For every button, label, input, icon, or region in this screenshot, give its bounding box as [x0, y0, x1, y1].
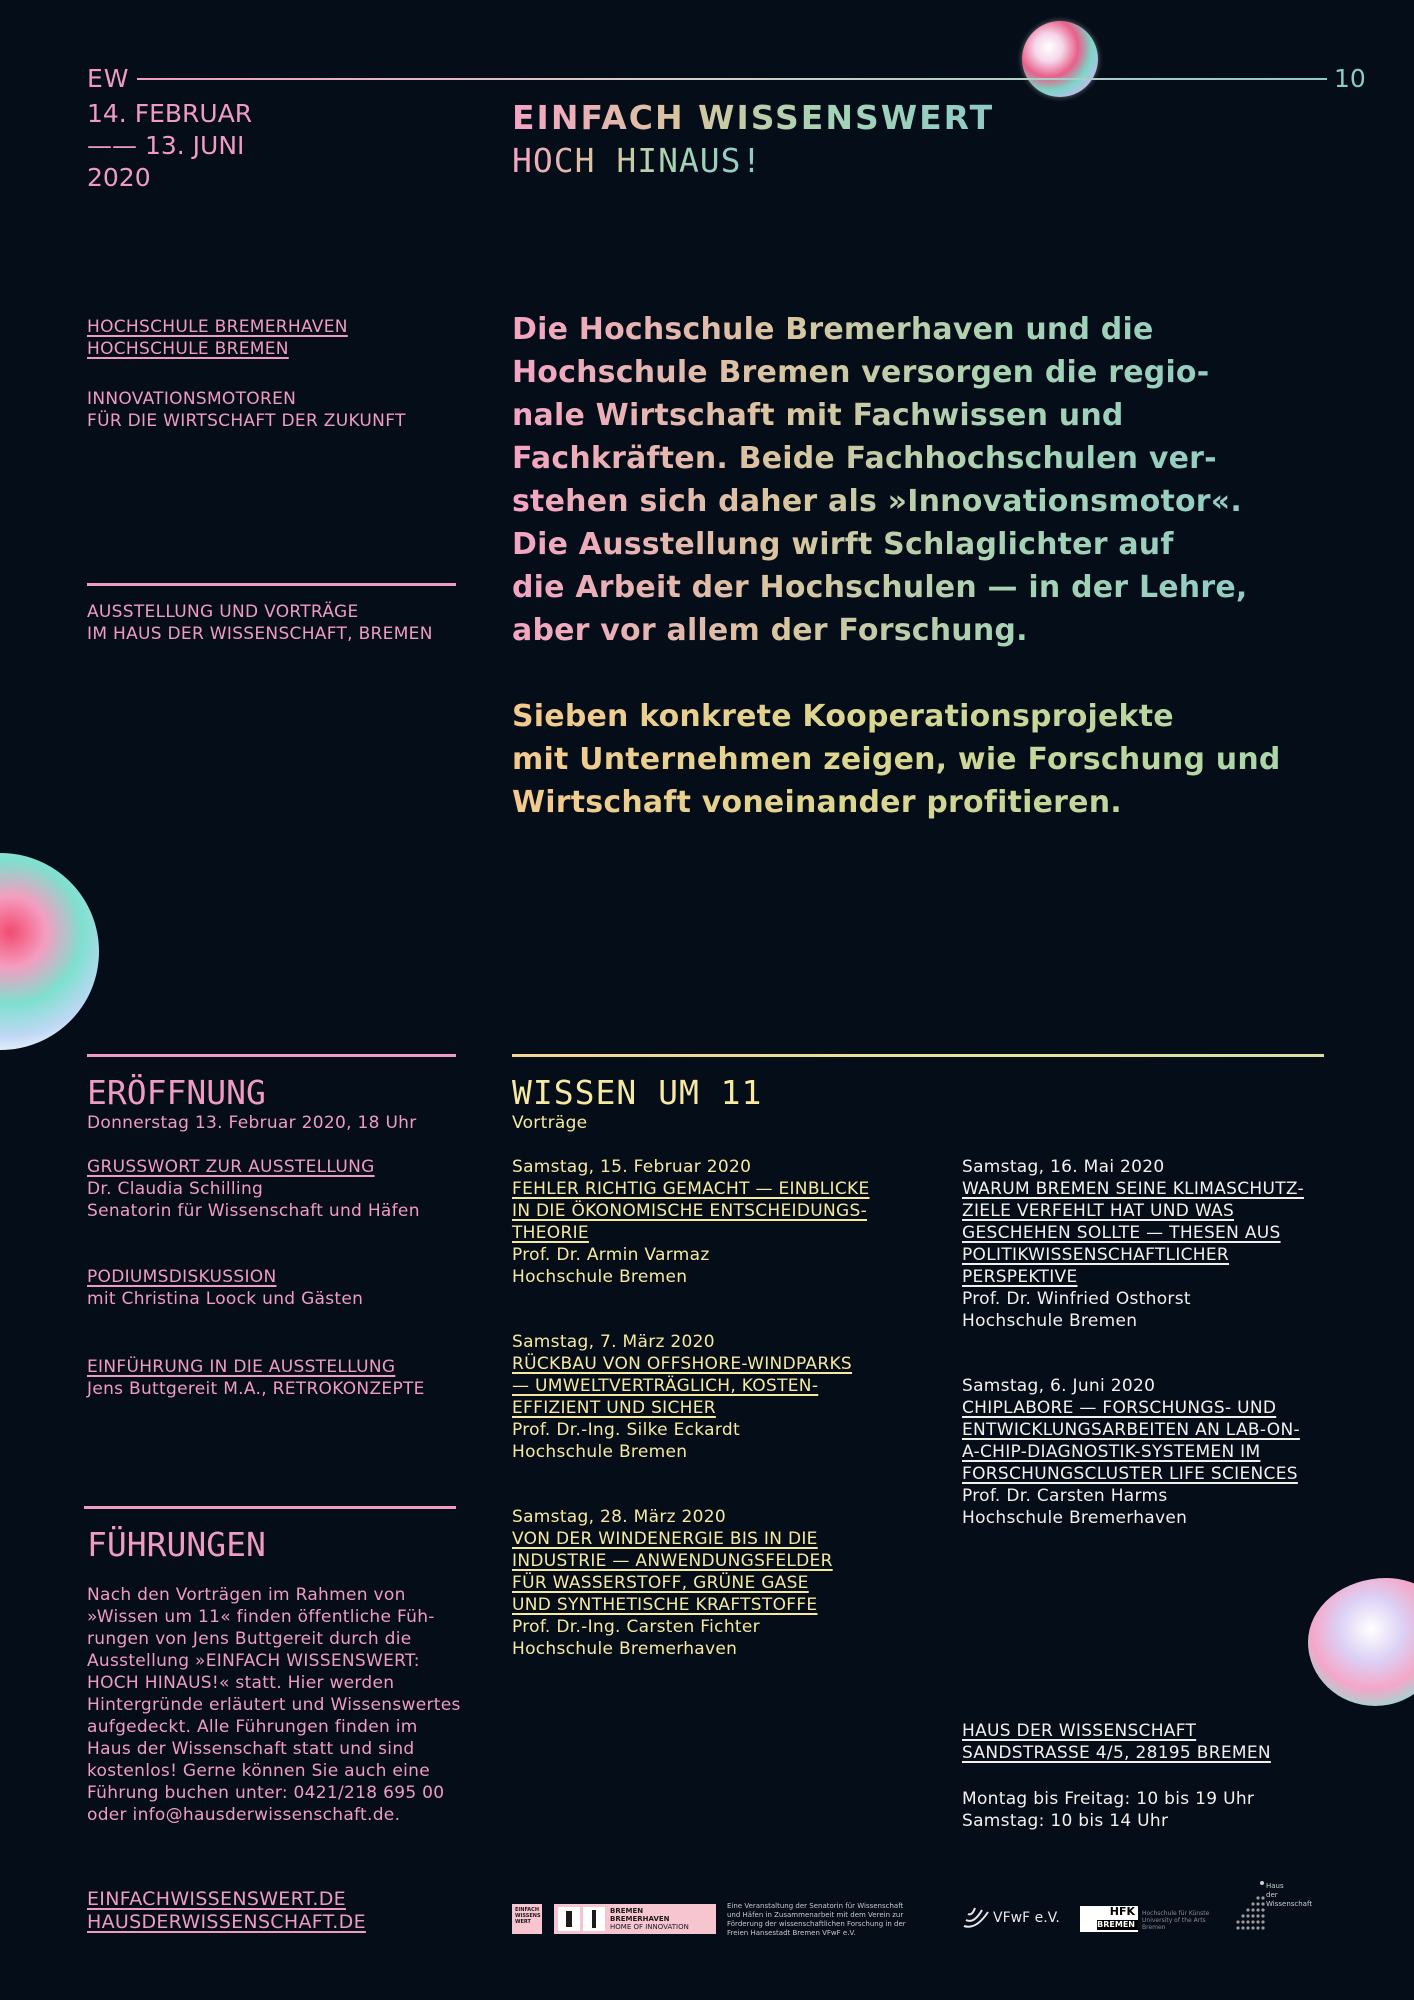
bremen-key-icon [558, 1907, 580, 1931]
exhibit-line1: AUSSTELLUNG UND VORTRÄGE [87, 602, 359, 622]
lecture-item [512, 1156, 870, 1288]
tours-line: oder info@hausderwissenschaft.de. [87, 1805, 401, 1825]
opening-item-line: Senatorin für Wissenschaft und Häfen [87, 1201, 420, 1221]
lecture-title: FORSCHUNGSCLUSTER LIFE SCIENCES [962, 1464, 1298, 1484]
link-hausderwissenschaft[interactable]: HAUSDERWISSENSCHAFT.DE [87, 1911, 366, 1933]
lectures-rule [512, 1054, 1324, 1057]
tours-line: Ausstellung »EINFACH WISSENSWERT: [87, 1651, 420, 1671]
lecture-school: Hochschule Bremen [962, 1311, 1138, 1331]
left-rule-1 [87, 583, 456, 586]
exhibit-line2: IM HAUS DER WISSENSCHAFT, BREMEN [87, 624, 433, 644]
school-bremen: HOCHSCHULE BREMEN [87, 339, 289, 359]
opening-rule [87, 1054, 456, 1057]
lecture-title: RÜCKBAU VON OFFSHORE-WINDPARKS [512, 1354, 853, 1374]
lecture-school: Hochschule Bremerhaven [512, 1639, 738, 1659]
motto-block [87, 388, 406, 432]
logo-bremen-home-of-innovation: BREMEN BREMERHAVEN HOME OF INNOVATION [554, 1904, 716, 1934]
header-dates [87, 98, 252, 194]
opening-item-line: Jens Buttgereit M.A., RETROKONZEPTE [87, 1379, 425, 1399]
opening-item-line: mit Christina Loock und Gästen [87, 1289, 364, 1309]
vfwf-wave-icon [962, 1906, 990, 1930]
lecture-title: A-CHIP-DIAGNOSTIK-SYSTEMEN IM [962, 1442, 1261, 1462]
tours-rule [84, 1506, 456, 1509]
lecture-title: INDUSTRIE — ANWENDUNGSFELDER [512, 1551, 833, 1571]
venue-address: SANDSTRASSE 4/5, 28195 BREMEN [962, 1743, 1271, 1763]
opening-heading: ERÖFFNUNG [87, 1073, 266, 1112]
page-number: 10 [1334, 64, 1366, 93]
tours-line: »Wissen um 11« finden öffentliche Füh- [87, 1607, 435, 1627]
lecture-title: ENTWICKLUNGSARBEITEN AN LAB-ON- [962, 1420, 1300, 1440]
footer-credit: Eine Veranstaltung der Senatorin für Wissenschaft und Häfen in Zusammenarbeit mit dem Verein zur Förderung der wissenschaftlichen Forschung in der Freien Hansestadt Bremen VFwF e.V. [727, 1902, 906, 1937]
intro-line: Hochschule Bremen versorgen die regio- [512, 351, 1281, 394]
lecture-title: UND SYNTHETISCHE KRAFTSTOFFE [512, 1595, 818, 1615]
intro-line: nale Wirtschaft mit Fachwissen und [512, 394, 1281, 437]
opening-item-line: Dr. Claudia Schilling [87, 1179, 264, 1199]
tours-heading: FÜHRUNGEN [87, 1525, 266, 1564]
lecture-item [512, 1506, 870, 1660]
lecture-school: Hochschule Bremen [512, 1442, 688, 1462]
intro-line: stehen sich daher als »Innovationsmotor«. [512, 480, 1281, 523]
intro-line: Wirtschaft voneinander profitieren. [512, 781, 1281, 824]
lectures-col2 [962, 1156, 1304, 1573]
opening-item [87, 1156, 425, 1222]
page-subtitle: HOCH HINAUS! [512, 141, 763, 180]
motto-line1: INNOVATIONSMOTOREN [87, 389, 297, 409]
venue-hours-weekday: Montag bis Freitag: 10 bis 19 Uhr [962, 1789, 1255, 1809]
date-start: 14. FEBRUAR [87, 99, 253, 128]
intro-line: Die Hochschule Bremerhaven und die [512, 308, 1281, 351]
tours-line: Führung buchen unter: 0421/218 695 00 [87, 1783, 445, 1803]
lectures-subheading: Vorträge [512, 1113, 588, 1133]
tours-line: aufgedeckt. Alle Führungen finden im [87, 1717, 418, 1737]
lecture-school: Hochschule Bremen [512, 1267, 688, 1287]
lecture-title: IN DIE ÖKONOMISCHE ENTSCHEIDUNGS- [512, 1201, 868, 1221]
intro-line: Fachkräften. Beide Fachhochschulen ver- [512, 437, 1281, 480]
hdw-dots-icon [1236, 1880, 1266, 1936]
motto-line2: FÜR DIE WIRTSCHAFT DER ZUKUNFT [87, 411, 406, 431]
lecture-date: Samstag, 16. Mai 2020 [962, 1157, 1165, 1177]
lecture-date: Samstag, 15. Februar 2020 [512, 1157, 752, 1177]
lecture-speaker: Prof. Dr. Winfried Osthorst [962, 1289, 1191, 1309]
web-links [87, 1888, 366, 1934]
lecture-title: EFFIZIENT UND SICHER [512, 1398, 716, 1418]
intro-line: Die Ausstellung wirft Schlaglichter auf [512, 523, 1281, 566]
intro-line: aber vor allem der Forschung. [512, 609, 1281, 652]
lecture-title: PERSPEKTIVE [962, 1267, 1078, 1287]
date-end: —— 13. JUNI [87, 131, 245, 160]
lecture-title: GESCHEHEN SOLLTE — THESEN AUS [962, 1223, 1281, 1243]
logo-vfwf [962, 1906, 1060, 1930]
lecture-date: Samstag, 28. März 2020 [512, 1507, 727, 1527]
link-einfachwissenswert[interactable]: EINFACHWISSENSWERT.DE [87, 1888, 346, 1910]
lecture-title: VON DER WINDENERGIE BIS IN DIE [512, 1529, 818, 1549]
logo-hfk-bremen: HFK BREMEN Hochschule für Künste University of the Arts Bremen [1080, 1906, 1209, 1932]
orb-top [1022, 21, 1098, 97]
lecture-title: ZIELE VERFEHLT HAT UND WAS [962, 1201, 1235, 1221]
opening-item [87, 1266, 425, 1310]
school-bremerhaven: HOCHSCHULE BREMERHAVEN [87, 317, 348, 337]
lecture-item [962, 1375, 1304, 1529]
opening-item [87, 1356, 425, 1400]
tours-line: Haus der Wissenschaft statt und sind [87, 1739, 415, 1759]
date-year: 2020 [87, 163, 151, 192]
opening-item-title: PODIUMSDISKUSSION [87, 1267, 277, 1287]
lecture-title: CHIPLABORE — FORSCHUNGS- UND [962, 1398, 1277, 1418]
lecture-item [962, 1156, 1304, 1332]
lecture-title: THEORIE [512, 1223, 589, 1243]
tours-line: rungen von Jens Buttgereit durch die [87, 1629, 412, 1649]
lecture-title: POLITIKWISSENSCHAFTLICHER [962, 1245, 1230, 1265]
intro-line: Sieben konkrete Kooperationsprojekte [512, 695, 1281, 738]
exhibit-block [87, 601, 433, 645]
tours-line: Hintergründe erläutert und Wissenswertes [87, 1695, 461, 1715]
lecture-speaker: Prof. Dr.-Ing. Carsten Fichter [512, 1617, 760, 1637]
venue-name: HAUS DER WISSENSCHAFT [962, 1721, 1197, 1741]
lecture-item [512, 1331, 870, 1463]
lecture-speaker: Prof. Dr.-Ing. Silke Eckardt [512, 1420, 740, 1440]
lecture-title: — UMWELTVERTRÄGLICH, KOSTEN- [512, 1376, 819, 1396]
vfwf-label: VFwF e.V. [993, 1910, 1060, 1926]
opening-item-title: GRUSSWORT ZUR AUSSTELLUNG [87, 1157, 375, 1177]
lecture-title: FEHLER RICHTIG GEMACHT — EINBLICKE [512, 1179, 870, 1199]
lecture-date: Samstag, 6. Juni 2020 [962, 1376, 1156, 1396]
intro-paragraph [512, 308, 1281, 824]
header-ew: EW [87, 64, 130, 93]
orb-right [1308, 1578, 1414, 1706]
opening-items [87, 1156, 425, 1444]
bremerhaven-lighthouse-icon [583, 1907, 605, 1931]
lectures-heading: WISSEN UM 11 [512, 1073, 763, 1112]
schools-block [87, 316, 348, 360]
tours-text [87, 1584, 461, 1826]
venue-hours-saturday: Samstag: 10 bis 14 Uhr [962, 1811, 1169, 1831]
lectures-col1 [512, 1156, 870, 1704]
tours-line: kostenlos! Gerne können Sie auch eine [87, 1761, 430, 1781]
logo-einfach-wissenswert: EINFACH WISSENS WERT [512, 1904, 542, 1934]
header-rule [137, 78, 1327, 80]
intro-line: mit Unternehmen zeigen, wie Forschung und [512, 738, 1281, 781]
opening-item-title: EINFÜHRUNG IN DIE AUSSTELLUNG [87, 1357, 396, 1377]
venue-block [962, 1720, 1271, 1832]
page-title: EINFACH WISSENSWERT [512, 98, 995, 137]
orb-left [0, 853, 99, 1050]
lecture-title: WARUM BREMEN SEINE KLIMASCHUTZ- [962, 1179, 1304, 1199]
tours-line: HOCH HINAUS!« statt. Hier werden [87, 1673, 395, 1693]
lecture-title: FÜR WASSERSTOFF, GRÜNE GASE [512, 1573, 809, 1593]
tours-line: Nach den Vorträgen im Rahmen von [87, 1585, 406, 1605]
intro-line: die Arbeit der Hochschulen — in der Lehre, [512, 566, 1281, 609]
lecture-school: Hochschule Bremerhaven [962, 1508, 1188, 1528]
lecture-date: Samstag, 7. März 2020 [512, 1332, 715, 1352]
lecture-speaker: Prof. Dr. Carsten Harms [962, 1486, 1168, 1506]
opening-date: Donnerstag 13. Februar 2020, 18 Uhr [87, 1113, 417, 1133]
lecture-speaker: Prof. Dr. Armin Varmaz [512, 1245, 710, 1265]
